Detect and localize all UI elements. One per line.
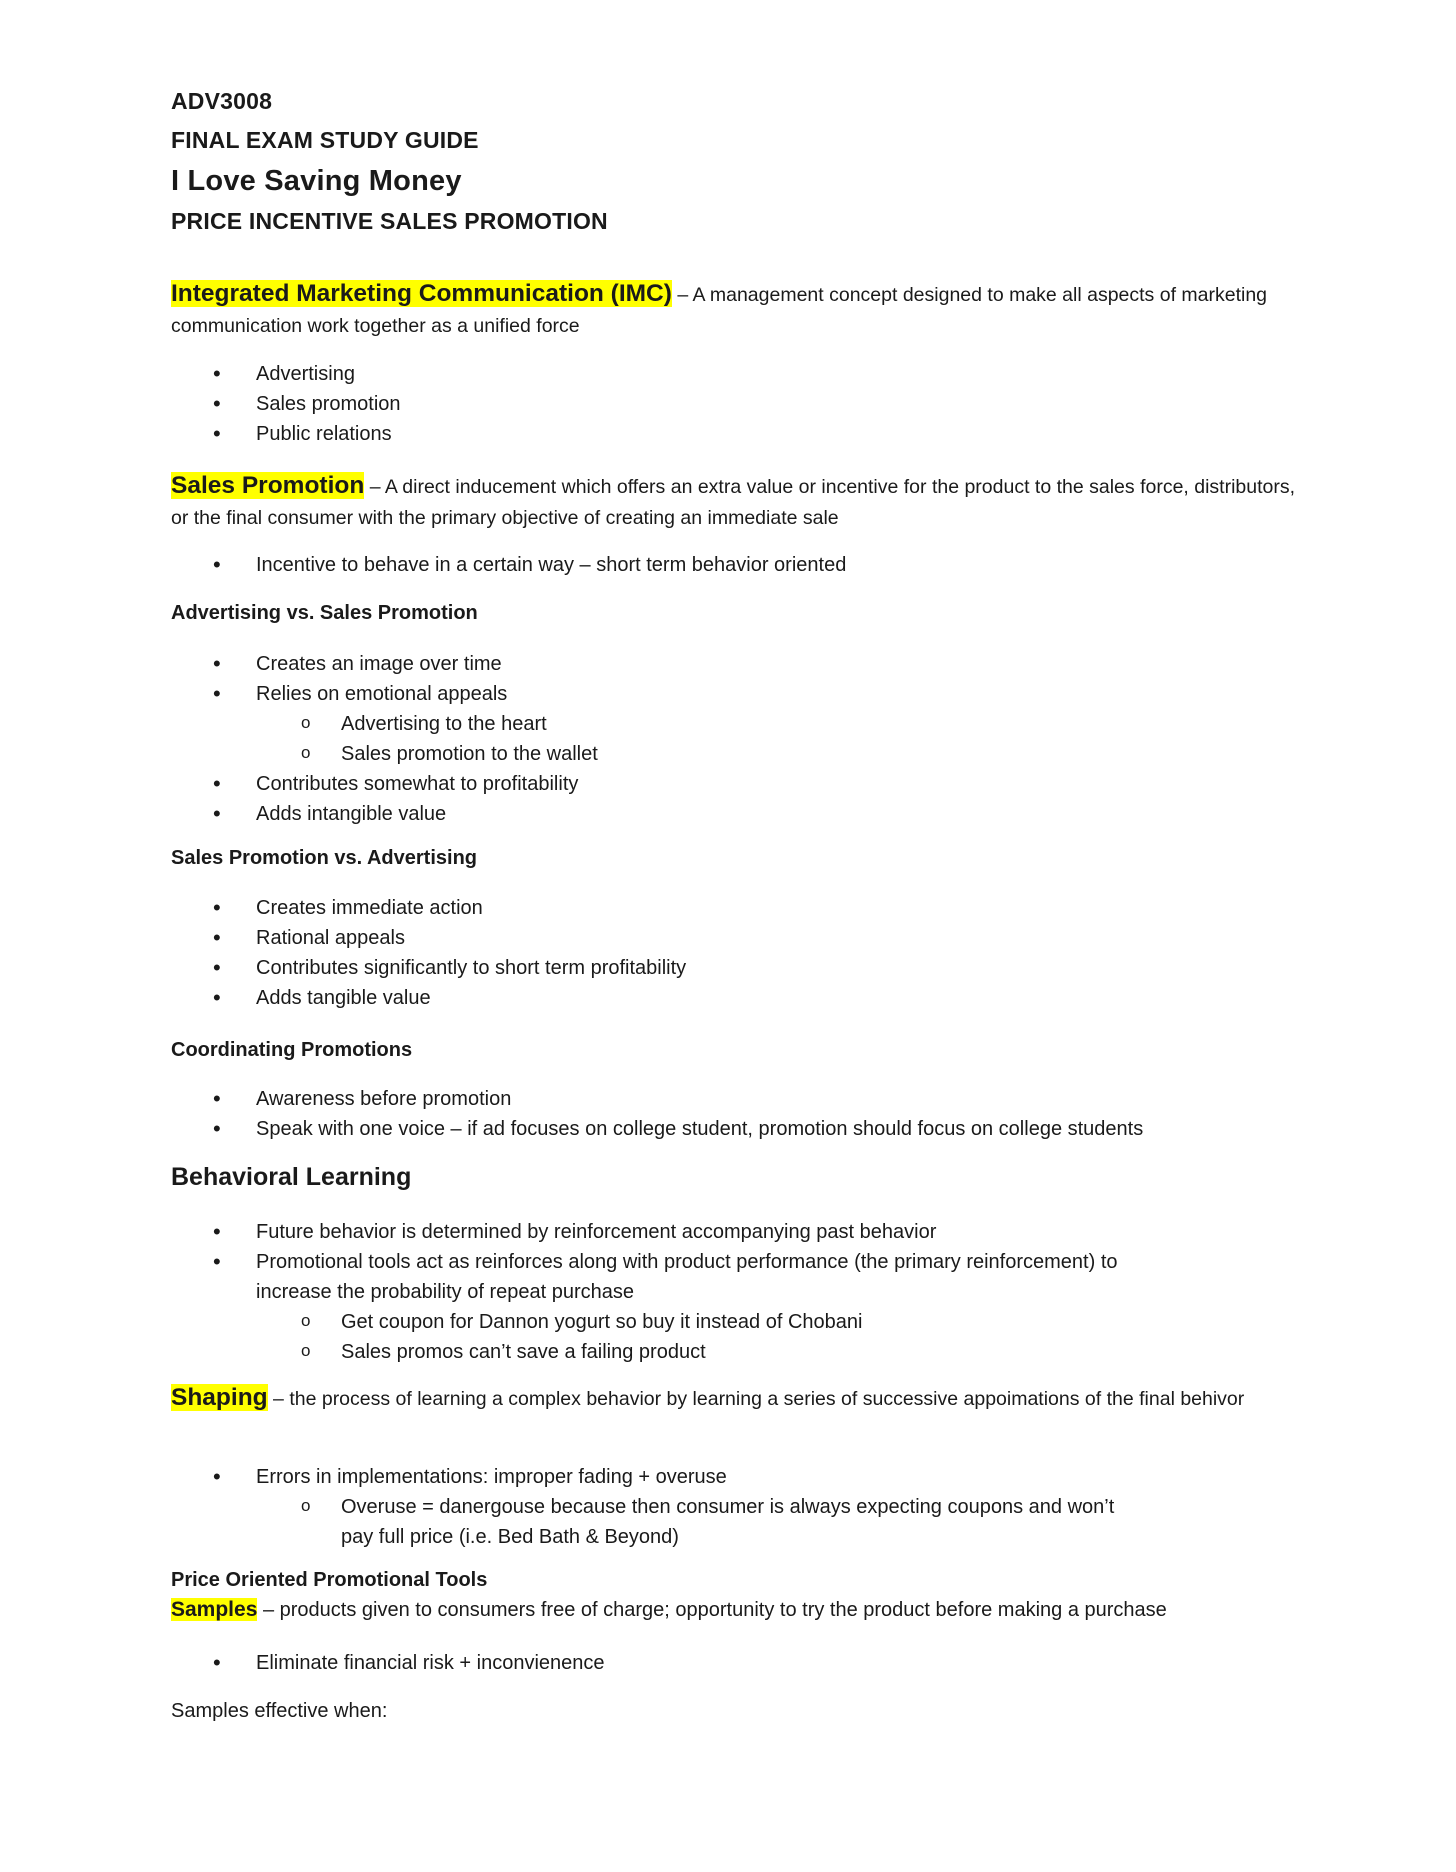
sp-vs-adv-heading: Sales Promotion vs. Advertising	[171, 847, 478, 869]
sub-list-item: o Sales promotion to the wallet	[171, 739, 598, 769]
shaping-definition-text: – the process of learning a complex behavior by learning a series of successive appoimations of the final behivor	[267, 1388, 1245, 1410]
sales-promotion-definition-text: – A direct inducement which offers an extra value or incentive for the product to the sales force, distributors, or the final consumer with the primary objective of creating an immediate sale	[171, 476, 1296, 529]
sub-list-item: o Overuse = danergouse because then consumer is always expecting coupons and won’t pay full price (i.e. Bed Bath & Beyond)	[171, 1492, 1121, 1552]
guide-title: FINAL EXAM STUDY GUIDE	[171, 127, 479, 153]
behavioral-list	[171, 1217, 1136, 1367]
list-item: • Adds tangible value	[171, 983, 686, 1013]
samples-definition-text: – products given to consumers free of charge; opportunity to try the product before making a purchase	[257, 1599, 1167, 1621]
imc-definition	[171, 278, 1301, 342]
list-item: • Sales promotion	[171, 389, 401, 419]
sales-promotion-definition	[171, 470, 1301, 534]
samples-definition	[171, 1594, 1301, 1626]
imc-definition-text: – A management concept designed to make all aspects of marketing communication work together as a unified force	[171, 284, 1268, 337]
list-item	[171, 1462, 1121, 1552]
adv-vs-sp-list	[171, 649, 598, 829]
list-item: • Creates immediate action	[171, 893, 686, 923]
list-item	[171, 1247, 1136, 1367]
document-title: I Love Saving Money	[171, 165, 462, 197]
adv-vs-sp-heading: Advertising vs. Sales Promotion	[171, 602, 478, 624]
list-item: • Awareness before promotion	[171, 1084, 1143, 1114]
course-code: ADV3008	[171, 88, 273, 114]
list-item-text: Relies on emotional appeals	[256, 683, 508, 705]
shaping-term: Shaping	[171, 1384, 268, 1411]
shaping-definition	[171, 1382, 1301, 1415]
sp-vs-adv-list	[171, 893, 686, 1013]
sub-list-item: o Get coupon for Dannon yogurt so buy it instead of Chobani	[171, 1307, 1136, 1337]
samples-term: Samples	[171, 1598, 258, 1621]
coordinating-list	[171, 1084, 1143, 1144]
list-item: • Creates an image over time	[171, 649, 598, 679]
list-item-text: Promotional tools act as reinforces along with product performance (the primary reinforcement) to increase the probability of repeat purchase	[256, 1251, 1118, 1303]
list-item: • Contributes somewhat to profitability	[171, 769, 598, 799]
sub-list	[256, 1492, 1121, 1552]
list-item: • Contributes significantly to short term profitability	[171, 953, 686, 983]
sales-promotion-list	[171, 550, 846, 580]
samples-effective-when: Samples effective when:	[171, 1700, 388, 1722]
imc-term: Integrated Marketing Communication (IMC)	[171, 280, 672, 307]
imc-list	[171, 359, 401, 449]
list-item: • Eliminate financial risk + inconvienence	[171, 1648, 605, 1678]
list-item-text: Errors in implementations: improper fading + overuse	[256, 1466, 727, 1488]
sub-list-item: o Advertising to the heart	[171, 709, 598, 739]
behavioral-learning-heading: Behavioral Learning	[171, 1163, 412, 1191]
list-item: • Incentive to behave in a certain way – short term behavior oriented	[171, 550, 846, 580]
list-item: • Advertising	[171, 359, 401, 389]
topic-heading: PRICE INCENTIVE SALES PROMOTION	[171, 208, 608, 234]
shaping-list	[171, 1462, 1121, 1552]
coordinating-heading: Coordinating Promotions	[171, 1039, 413, 1061]
list-item: • Adds intangible value	[171, 799, 598, 829]
sub-list-item: o Sales promos can’t save a failing product	[171, 1337, 1136, 1367]
list-item: • Future behavior is determined by reinforcement accompanying past behavior	[171, 1217, 1136, 1247]
price-tools-heading: Price Oriented Promotional Tools	[171, 1569, 488, 1591]
samples-list	[171, 1648, 605, 1678]
list-item: • Speak with one voice – if ad focuses on college student, promotion should focus on college students	[171, 1114, 1143, 1144]
sub-list	[256, 709, 598, 769]
sales-promotion-term: Sales Promotion	[171, 472, 365, 499]
sub-list	[256, 1307, 1136, 1367]
list-item: • Public relations	[171, 419, 401, 449]
list-item: • Rational appeals	[171, 923, 686, 953]
list-item	[171, 679, 598, 769]
